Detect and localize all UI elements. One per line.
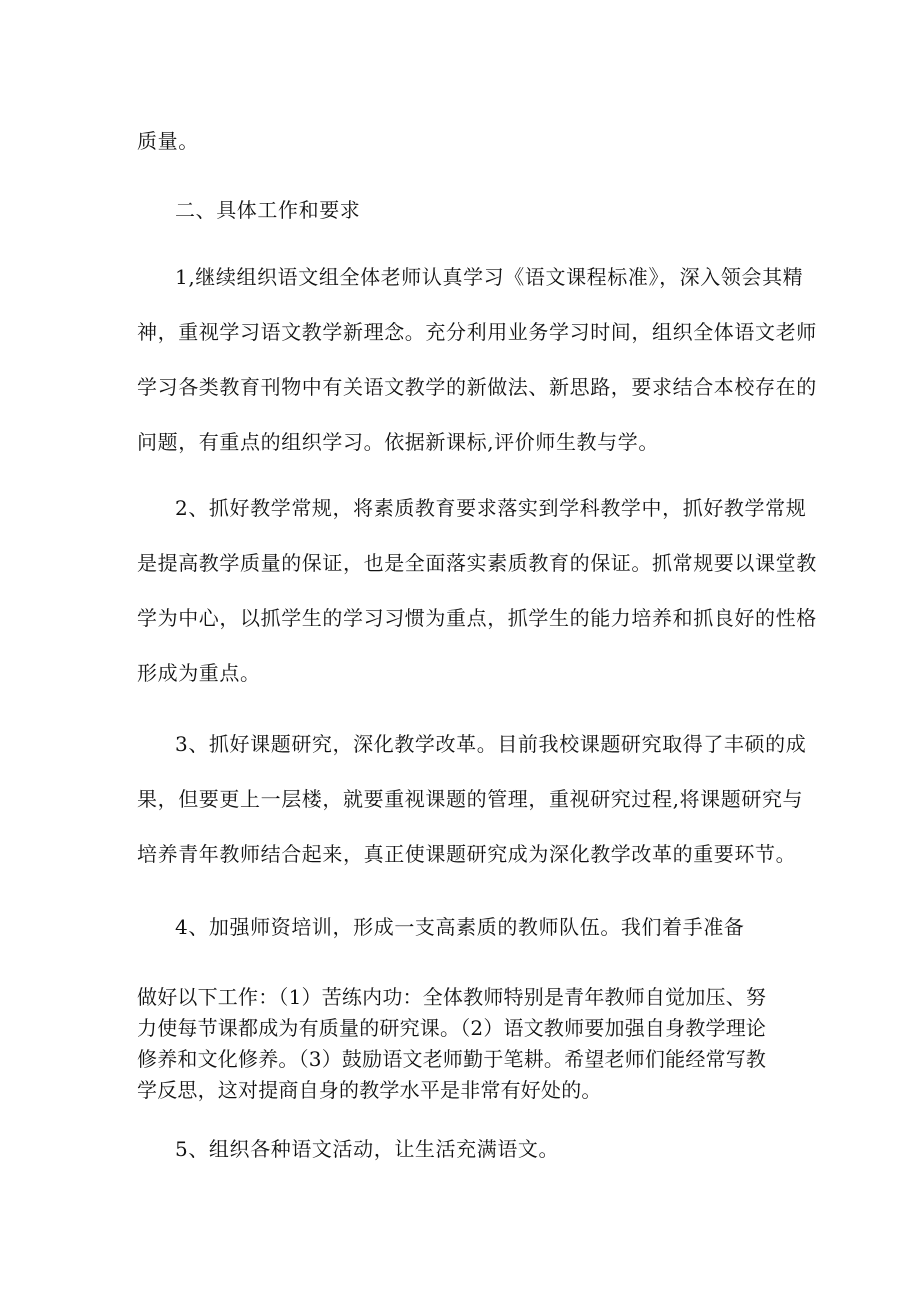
text-line: 修养和文化修养。（3）鼓励语文老师勤于笔耕。希望老师们能经常写教: [137, 1047, 767, 1071]
text-line: 5、组织各种语文活动，让生活充满语文。: [175, 1137, 560, 1161]
text-line: 培养青年教师结合起来，真正使课题研究成为深化教学改革的重要环节。: [137, 842, 797, 866]
text-line: 神，重视学习语文教学新理念。充分利用业务学习时间，组织全体语文老师: [137, 320, 817, 344]
text-line: 4、加强师资培训，形成一支高素质的教师队伍。我们着手准备: [175, 915, 745, 939]
text-line: 3、抓好课题研究，深化教学改革。目前我校课题研究取得了丰硕的成: [175, 732, 807, 756]
text-line: 质量。: [137, 129, 199, 153]
text-line: 2、抓好教学常规，将素质教育要求落实到学科教学中，抓好教学常规: [175, 496, 807, 520]
text-line: 做好以下工作：（1）苦练内功：全体教师特别是青年教师自觉加压、努: [137, 985, 767, 1009]
text-line: 1,继续组织语文组全体老师认真学习《语文课程标准》，深入领会其精: [175, 265, 804, 289]
text-line: 学反思，这对提商自身的教学水平是非常有好处的。: [137, 1078, 602, 1102]
text-line: 是提高教学质量的保证，也是全面落实素质教育的保证。抓常规要以课堂教: [137, 551, 817, 575]
text-line: 学习各类教育刊物中有关语文教学的新做法、新思路，要求结合本校存在的: [137, 375, 817, 399]
section-heading: 二、具体工作和要求: [175, 198, 361, 222]
text-line: 力使每节课都成为有质量的研究课。（2）语文教师要加强自身教学理论: [137, 1016, 767, 1040]
text-line: 形成为重点。: [137, 661, 261, 685]
text-line: 果，但要更上一层楼，就要重视课题的管理，重视研究过程,将课题研究与: [137, 787, 804, 811]
text-line: 学为中心，以抓学生的学习习惯为重点，抓学生的能力培养和抓良好的性格: [137, 606, 817, 630]
text-line: 问题，有重点的组织学习。依据新课标,评价师生教与学。: [137, 430, 659, 454]
